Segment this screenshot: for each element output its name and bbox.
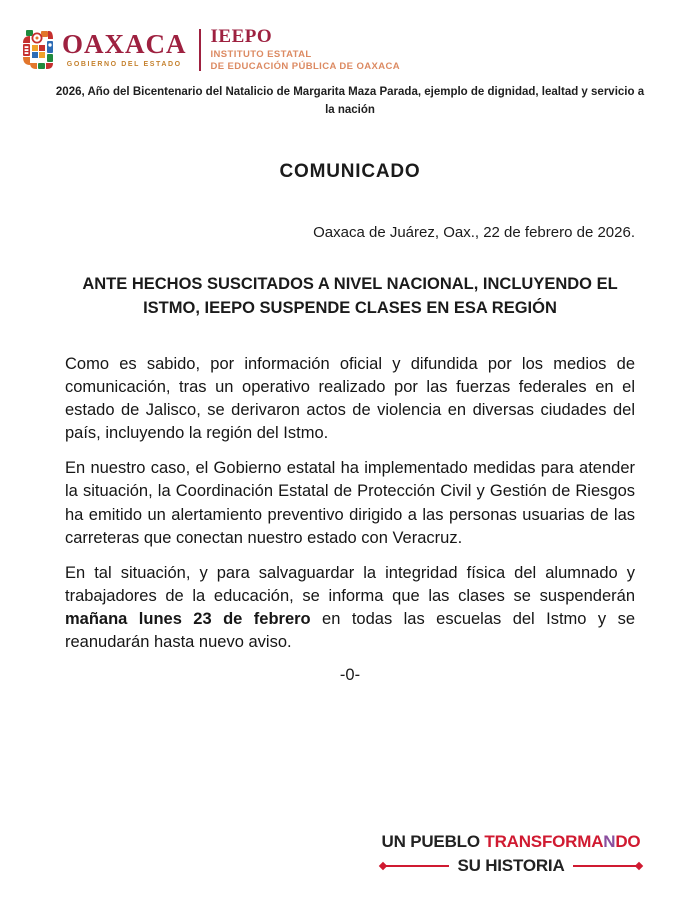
slogan-n-purple: N [603,832,616,851]
document-heading-text: ANTE HECHOS SUSCITADOS A NIVEL NACIONAL, INCLUYENDO EL ISTMO, IEEPO SUSPENDE CLASES EN ESA REGIÓN [82,275,618,317]
header-logo [22,27,400,72]
document-title: COMUNICADO [279,161,421,182]
year-motto: 2026, Año del Bicentenario del Natalicio de Margarita Maza Parada, ejemplo de dignidad, lealtad y servicio a la nación [55,86,645,116]
ieepo-acronym: IEEPO [210,26,273,47]
oaxaca-emblem-icon [22,29,54,71]
slogan-un-pueblo: UN PUEBLO [381,832,480,851]
paragraph-3 [65,562,635,654]
ieepo-subtitle-line2: DE EDUCACIÓN PÚBLICA DE OAXACA [210,61,401,72]
slogan-rule-right [573,865,636,867]
body-copy [65,353,635,685]
footer-slogan [380,832,642,876]
slogan-line2 [380,856,642,876]
ieepo-subtitle-line1: INSTITUTO ESTATAL [210,49,312,60]
oaxaca-wordmark: OAXACA [62,29,187,59]
slogan-transforma: TRANSFORMA [484,832,604,851]
paragraph-3-bold-date: mañana lunes 23 de febrero [65,609,311,628]
dateline: Oaxaca de Juárez, Oax., 22 de febrero de 2026. [313,224,635,241]
diamond-icon [635,862,643,870]
diamond-icon [379,862,387,870]
slogan-line1 [380,832,642,852]
paragraph-1: Como es sabido, por información oficial y difundida por los medios de comunicación, tras un operativo realizado por las fuerzas federales en el estado de Jalisco, se derivaron actos de violencia en diversas ciudades del país, incluyendo la región del Istmo. [65,355,635,443]
oaxaca-brand [62,31,187,68]
slogan-rule-left [386,865,449,867]
end-mark: -0- [339,666,361,685]
ieepo-brand [211,27,401,72]
document-heading [0,273,700,321]
paragraph-3-post: en todas las escuelas del Istmo y se reanudarán hasta nuevo aviso. [65,609,636,652]
slogan-su-historia: SU HISTORIA [457,856,565,875]
oaxaca-wordmark-subtitle: GOBIERNO DEL ESTADO [66,61,182,68]
paragraph-2: En nuestro caso, el Gobierno estatal ha implementado medidas para atender la situación, la Coordinación Estatal de Protección Civil y Gestión de Riesgos ha emitido un alertamiento preventivo dirigido a las personas usuarias de las carreteras que conectan nuestro estado con Veracruz. [65,459,635,547]
slogan-do: DO [615,832,641,851]
paragraph-3-pre: En tal situación, y para salvaguardar la integridad física del alumnado y trabajadores de la educación, se informa que las clases se suspenderán [65,563,635,605]
logo-divider [199,29,201,71]
